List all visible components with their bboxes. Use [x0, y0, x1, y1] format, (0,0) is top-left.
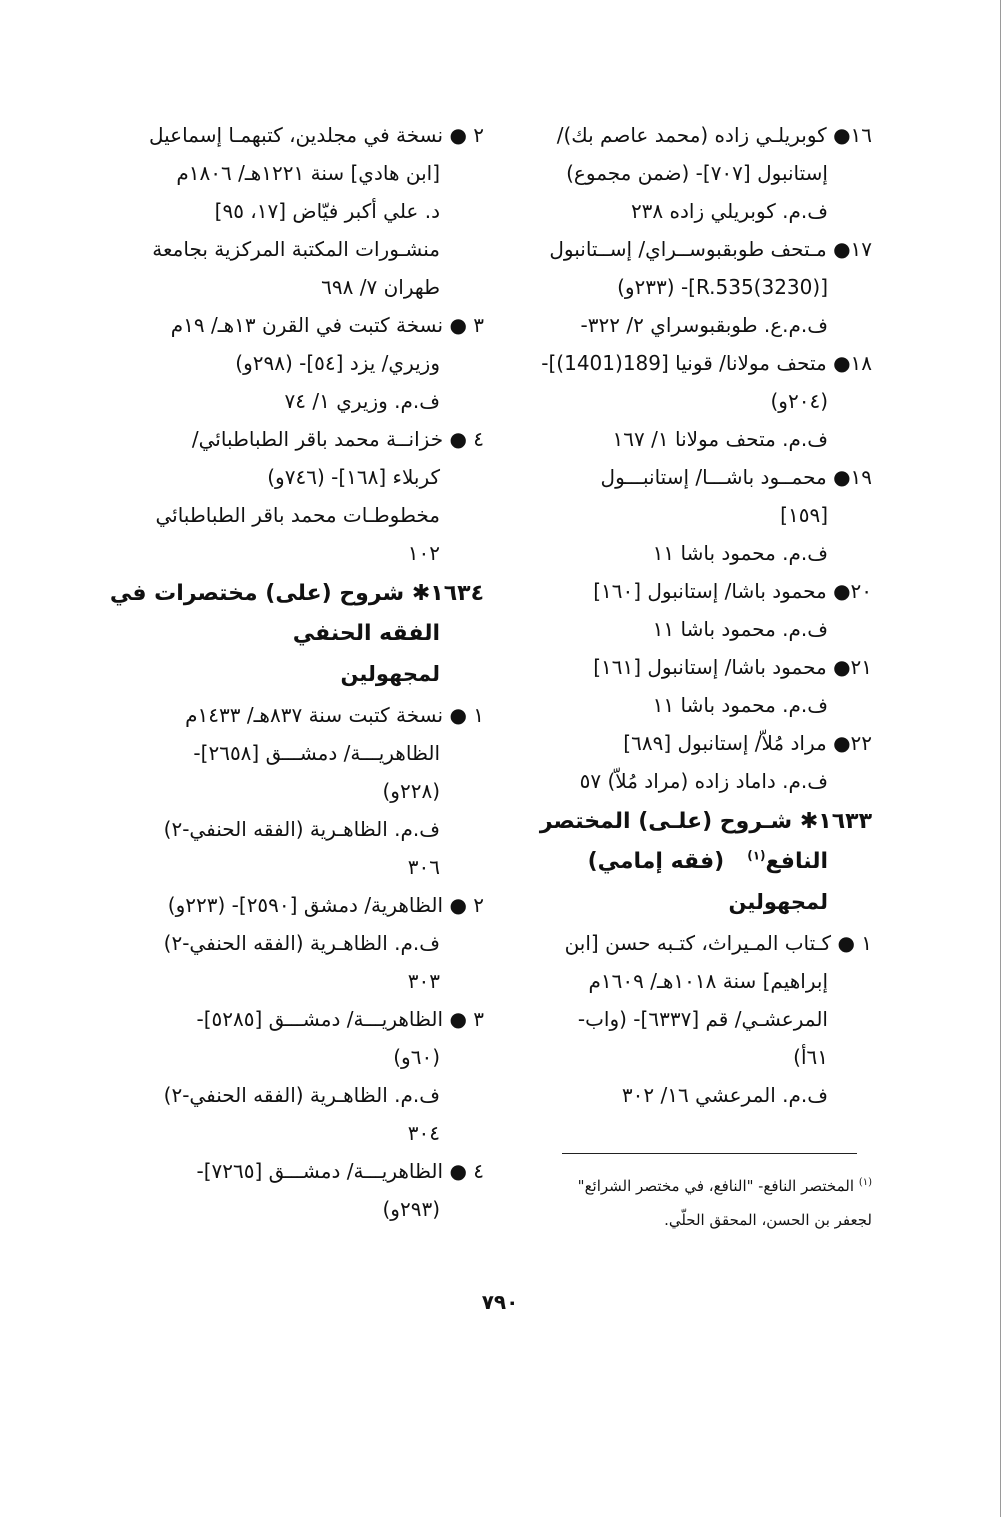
entry-number: ١ ● — [837, 931, 872, 955]
entry-text: محمود باشا/ إستانبول [١٦٠] — [593, 579, 827, 603]
footnote — [520, 1166, 872, 1237]
entry-text: (٢٠٤و) — [770, 389, 828, 413]
entry-20 — [520, 572, 872, 648]
entry-text: (٢٢٨و) — [382, 779, 440, 803]
entry-number: ١٦● — [833, 123, 872, 147]
entry-text: د. علي أكبر فيّاض [١٧، ٩٥] — [214, 199, 440, 223]
entry-3-b — [140, 1000, 484, 1152]
entry-text: وزيري/ يزد [٥٤]- (٢٩٨و) — [235, 351, 440, 375]
entry-17 — [520, 230, 872, 344]
right-column — [520, 116, 872, 1114]
catalog-reference: ف.م. الظاهـرية (الفقه الحنفي-٢) — [163, 817, 440, 841]
entry-text: محمود باشا/ إستانبول [١٦١] — [593, 655, 827, 679]
heading-text: ١٦٣٤✱ شروح (على) مختصرات في — [109, 581, 484, 606]
entry-text: المرعشـي/ قم [٦٣٣٧]- (واب- — [577, 1007, 828, 1031]
catalog-reference: ف.م. الظاهـرية (الفقه الحنفي-٢) — [163, 931, 440, 955]
catalog-reference: ف.م. محمود باشا ١١ — [652, 617, 828, 641]
entry-number: ١٨● — [833, 351, 872, 375]
entry-3 — [140, 306, 484, 420]
entry-text: محمــود باشـــا/ إستانبـــول — [600, 465, 827, 489]
entry-1-b — [140, 696, 484, 886]
entry-text: نسخة كتبت في القرن ١٣هـ/ ١٩م — [170, 313, 444, 337]
entry-19 — [520, 458, 872, 572]
entry-4-b — [140, 1152, 484, 1228]
entry-text: (٦٠و) — [393, 1045, 440, 1069]
entry-2-b — [140, 886, 484, 1000]
entry-text: الظاهريـــة/ دمشـــق [٧٢٦٥]- — [196, 1159, 444, 1183]
entry-number: ٢٠● — [833, 579, 872, 603]
entry-4 — [140, 420, 484, 572]
entry-text: ٦١أ) — [793, 1045, 828, 1069]
entry-number: ٣ ● — [449, 313, 484, 337]
entry-text: نسخة كتبت سنة ٨٣٧هـ/ ١٤٣٣م — [185, 703, 444, 727]
heading-text: النافع — [765, 849, 828, 874]
section-heading-1634 — [109, 574, 484, 654]
left-column — [109, 116, 484, 1228]
entry-text: الظاهريـــة/ دمشـــق [٥٢٨٥]- — [196, 1007, 444, 1031]
catalog-reference: ف.م.ع. طوبقبوسراي ٢/ ٣٢٢- — [580, 313, 828, 337]
section-subheading: لمجهولين — [340, 662, 440, 686]
entry-text: إستانبول [٧٠٧]- (ضمن مجموع) — [566, 161, 828, 185]
entry-text: مـتحف طوبقبوســراي/ إســتانبول — [549, 237, 827, 261]
entry-1 — [520, 924, 872, 1114]
entry-number: ٢١● — [833, 655, 872, 679]
entry-16 — [520, 116, 872, 230]
footnote-text: المختصر النافع- "النافع، في مختصر الشرائع" — [577, 1177, 855, 1195]
footnote-divider — [562, 1153, 857, 1154]
catalog-reference: ف.م. داماد زاده (مراد مُلاّ) ٥٧ — [579, 769, 828, 793]
entry-text: خزانــة محمد باقر الطباطبائي/ — [191, 427, 444, 451]
footnote-text: لجعفر بن الحسن، المحقق الحلّي. — [664, 1211, 872, 1229]
entry-text: [١٥٩] — [780, 503, 828, 527]
catalog-reference: ف.م. متحف مولانا ١/ ١٦٧ — [612, 427, 828, 451]
entry-number: ١٧● — [833, 237, 872, 261]
entry-text: (٢٩٣و) — [382, 1197, 440, 1221]
catalog-reference: ف.م. كوبريلي زاده ٢٣٨ — [630, 199, 828, 223]
catalog-reference: ٣٠٦ — [407, 855, 440, 879]
entry-text: كوبريلـي زاده (محمد عاصم بك)/ — [556, 123, 827, 147]
entry-number: ٢ ● — [449, 893, 484, 917]
entry-18 — [520, 344, 872, 458]
section-subheading: لمجهولين — [728, 890, 828, 914]
entry-text: متحف مولانا/ قونيا [189(1401)]- — [541, 351, 827, 375]
entry-number: ٤ ● — [449, 427, 484, 451]
catalog-reference: ف.م. المرعشي ١٦/ ٣٠٢ — [621, 1083, 828, 1107]
footnote-marker: (١) — [747, 848, 766, 863]
entry-text: كـتاب المـيراث، كتـبه حسن [ابن — [564, 931, 832, 955]
entry-number: ٢٢● — [833, 731, 872, 755]
entry-text: [ابن هادي] سنة ١٢٢١هـ/ ١٨٠٦م — [176, 161, 440, 185]
entry-21 — [520, 648, 872, 724]
entry-number: ٢ ● — [449, 123, 484, 147]
entry-text: ١٠٢ — [407, 541, 440, 565]
entry-number: ١ ● — [449, 703, 484, 727]
entry-text: كربلاء [١٦٨]- (٧٤٦و) — [267, 465, 440, 489]
heading-text: الفقه الحنفي — [292, 621, 440, 646]
catalog-reference: ف.م. محمود باشا ١١ — [652, 541, 828, 565]
catalog-reference: ف.م. محمود باشا ١١ — [652, 693, 828, 717]
entry-text: منشـورات المكتبة المركزية بجامعة — [152, 237, 440, 261]
footnote-marker: (١) — [858, 1177, 872, 1188]
entry-text: مخطوطـات محمد باقر الطباطبائي — [155, 503, 440, 527]
entry-22 — [520, 724, 872, 800]
entry-number: ٤ ● — [449, 1159, 484, 1183]
page-edge-line — [1000, 0, 1001, 1517]
entry-text: نسخة في مجلدين، كتبهمـا إسماعيل — [148, 123, 444, 147]
heading-text: (فقه إمامي) — [587, 849, 725, 874]
entry-number: ١٩● — [833, 465, 872, 489]
entry-text: الظاهرية/ دمشق [٢٥٩٠]- (٢٢٣و) — [167, 893, 444, 917]
entry-text: مراد مُلاّ/ إستانبول [٦٨٩] — [623, 731, 827, 755]
entry-text: إبراهيم] سنة ١٠١٨هـ/ ١٦٠٩م — [588, 969, 828, 993]
catalog-reference: ٣٠٤ — [407, 1121, 440, 1145]
entry-text: طهران ٧/ ٦٩٨ — [321, 275, 440, 299]
section-heading-1633 — [520, 802, 872, 882]
entry-2 — [140, 116, 484, 306]
entry-text: الظاهريـــة/ دمشـــق [٢٦٥٨]- — [193, 741, 440, 765]
page-number: ٧٩٠ — [481, 1290, 519, 1314]
entry-number: ٣ ● — [449, 1007, 484, 1031]
entry-text: [R.535(3230)]- (٢٣٣و) — [617, 275, 828, 299]
catalog-reference: ف.م. الظاهـرية (الفقه الحنفي-٢) — [163, 1083, 440, 1107]
catalog-reference: ف.م. وزيري ١/ ٧٤ — [284, 389, 440, 413]
heading-text: ١٦٣٣✱ شـروح (علـى) المختصر — [539, 809, 872, 834]
catalog-reference: ٣٠٣ — [407, 969, 440, 993]
